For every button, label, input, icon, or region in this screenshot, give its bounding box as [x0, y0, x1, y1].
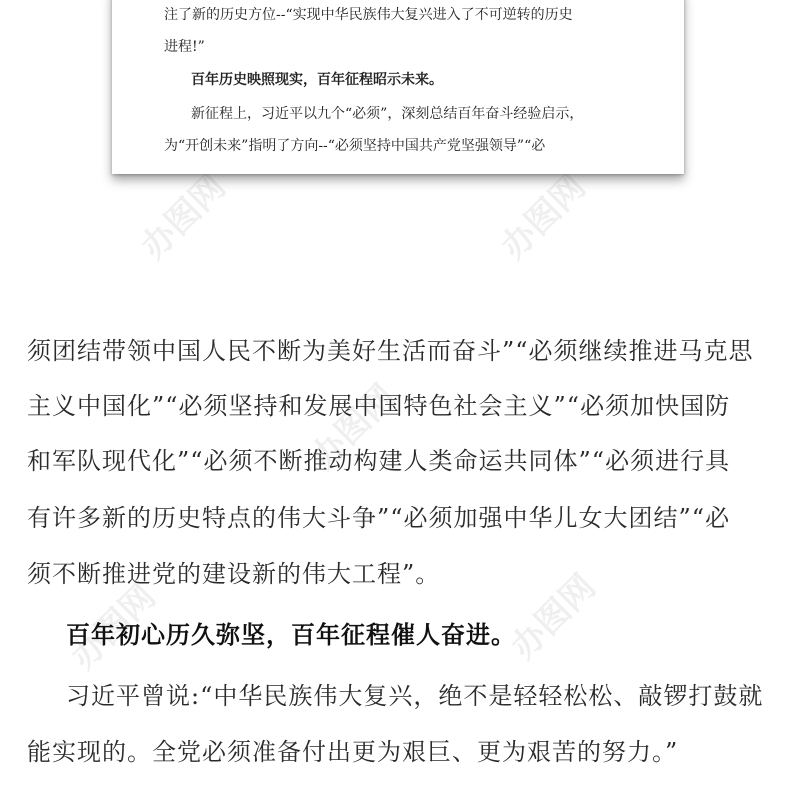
body-line: 须不断推进党的建设新的伟大工程”。: [27, 560, 441, 588]
watermark: 办图网: [133, 166, 234, 268]
watermark: 办图网: [63, 576, 164, 678]
watermark: 办图网: [303, 376, 404, 478]
card-line: 注了新的历史方位--“实现中华民族伟大复兴进入了不可逆转的历史: [164, 7, 573, 23]
section-heading: 百年初心历久弥坚，百年征程催人奋进。: [66, 620, 516, 649]
watermark: 办图网: [493, 166, 594, 268]
body-line: 有许多新的历史特点的伟大斗争”“必须加强中华儿女大团结”“必: [27, 504, 731, 532]
body-line: 能实现的。全党必须准备付出更为艰巨、更为艰苦的努力。”: [27, 738, 679, 766]
body-line: 习近平曾说:“中华民族伟大复兴，绝不是轻轻松松、敲锣打鼓就: [66, 682, 764, 710]
card-line: 进程!”: [164, 39, 205, 55]
card-line: 新征程上，习近平以九个“必须”，深刻总结百年奋斗经验启示，: [191, 106, 584, 122]
card-section-heading: 百年历史映照现实，百年征程昭示未来。: [191, 72, 443, 88]
card-line: 为“开创未来”指明了方向--“必须坚持中国共产党坚强领导”“必: [164, 138, 546, 154]
body-line: 和军队现代化”“必须不断推动构建人类命运共同体”“必须进行具: [27, 447, 731, 475]
document-page-preview: [112, 0, 684, 174]
body-line: 主义中国化”“必须坚持和发展中国特色社会主义”“必须加快国防: [27, 392, 731, 420]
body-line: 须团结带领中国人民不断为美好生活而奋斗”“必须继续推进马克思: [27, 337, 754, 365]
watermark: 办图网: [503, 566, 604, 668]
